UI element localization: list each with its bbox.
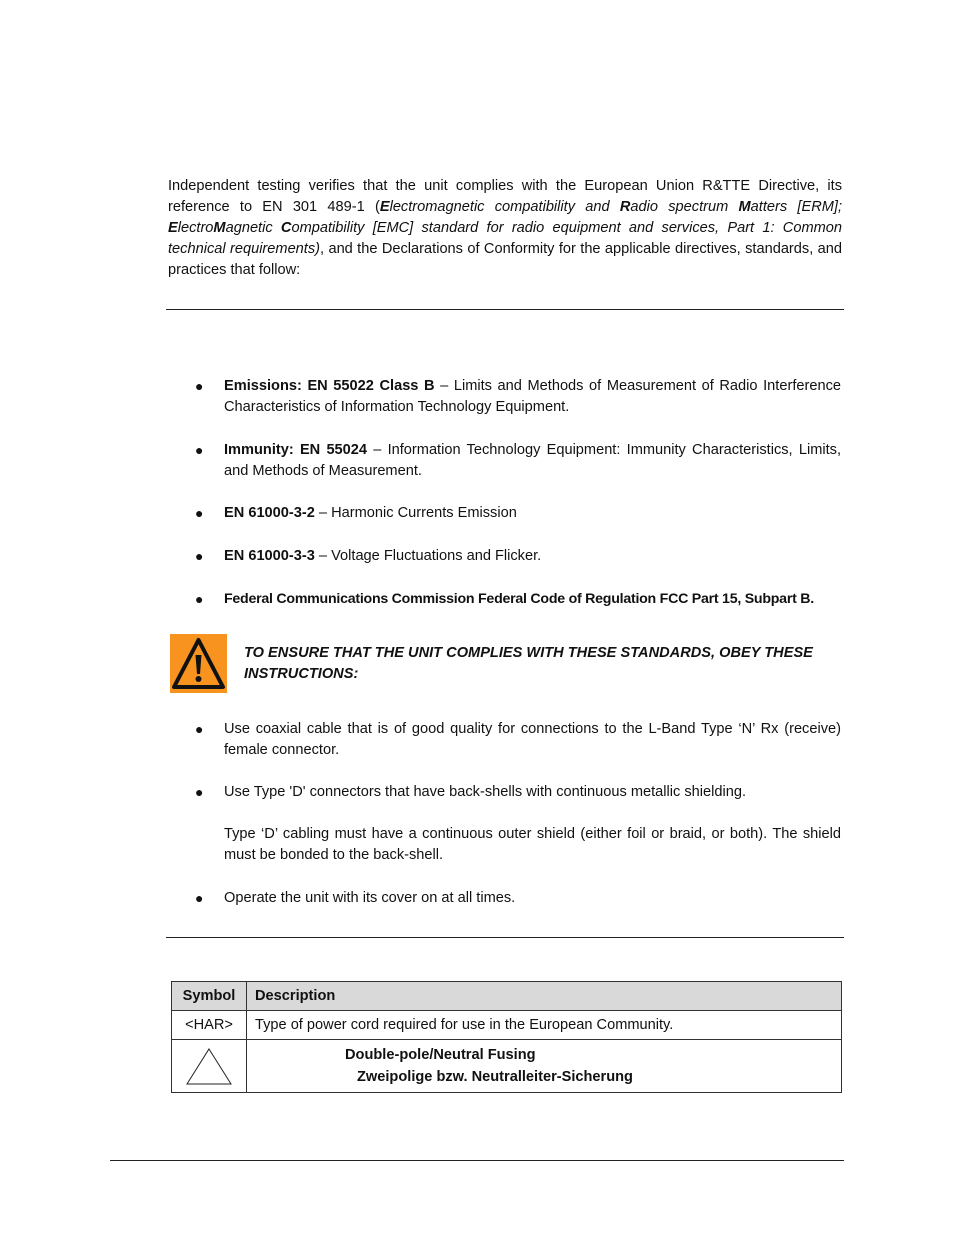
description-cell [247, 1040, 842, 1093]
footer-divider [110, 1160, 844, 1161]
symbol-cell: <HAR> [172, 1011, 247, 1040]
warning-triangle-icon [170, 634, 227, 693]
description-cell: Type of power cord required for use in the European Community. [247, 1011, 842, 1040]
warning-text: TO ENSURE THAT THE UNIT COMPLIES WITH THESE STANDARDS, OBEY THESE INSTRUCTIONS: [244, 645, 813, 682]
table-header-row [172, 982, 842, 1011]
bullet-icon: ● [195, 890, 204, 906]
bullet-icon: ● [195, 505, 204, 521]
table-row [172, 1040, 842, 1093]
table-row [172, 1011, 842, 1040]
intro-paragraph: Independent testing verifies that the unit complies with the European Union R&TTE Directive, its reference to EN 301 489-1 (Electromagnetic compatibility and Radio spectrum Matters [ERM]; ElectroMagnetic Compatibility [EMC] standard for radio equipment and services, Part 1: Common technical requirements), and the Declarations of Conformity for the applicable directives, standards, and practices that follow: [168, 178, 843, 278]
column-header-description: Description [247, 982, 842, 1011]
section-divider [166, 937, 844, 938]
bullet-icon: ● [195, 591, 204, 607]
fusing-label-de: Zweipolige bzw. Neutralleiter-Sicherung [357, 1069, 633, 1085]
column-header-symbol: Symbol [172, 982, 247, 1011]
bullet-icon: ● [195, 784, 204, 800]
symbol-cell [172, 1040, 247, 1093]
triangle-icon [184, 1046, 234, 1086]
bullet-icon: ● [195, 442, 204, 458]
bullet-icon: ● [195, 378, 204, 394]
symbol-table [171, 981, 842, 1093]
bullet-icon: ● [195, 548, 204, 564]
bullet-icon: ● [195, 721, 204, 737]
section-divider [166, 309, 844, 310]
fusing-label-en: Double-pole/Neutral Fusing [345, 1047, 536, 1063]
